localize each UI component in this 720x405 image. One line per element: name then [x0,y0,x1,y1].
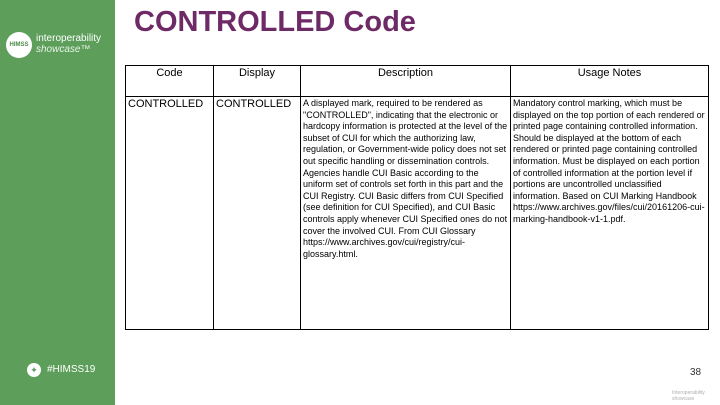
logo-line-2: showcase™ [36,44,91,55]
footer-caption: Interoperability showcase [672,390,705,402]
cell-display: CONTROLLED [214,97,301,330]
header-display: Display [214,66,301,97]
header-code: Code [126,66,214,97]
sidebar [0,0,115,405]
twitter-bird-icon: ✦ [27,363,41,377]
cell-description: A displayed mark, required to be rendered as "CONTROLLED", indicating that the electronic or hardcopy information is protected at the level of the subset of CUI for which the authorizing law, regulation, or Government-wide policy does not set out specific handling or dissemination controls. Agencies handle CUI Basic according to the uniform set of controls set forth in this part and the CUI Registry. CUI Basic differs from CUI Specified (see definition for CUI Specified), and CUI Basic controls apply whenever CUI Specified ones do not cover the involved CUI. From CUI Glossary https://www.archives.gov/cui/registry/cui-glossary.html. [301,97,511,330]
himss-logo-icon: HIMSS [6,32,32,58]
table-row [126,97,709,330]
hashtag-text: #HIMSS19 [47,364,96,375]
code-table [125,65,709,330]
header-usage-notes: Usage Notes [511,66,709,97]
table-header-row [126,66,709,97]
page-number: 38 [690,367,702,378]
interoperability-showcase-logo [6,30,114,64]
logo-text [36,33,101,55]
slide-title: CONTROLLED Code [134,6,416,38]
logo-line-1: interoperability [36,33,102,44]
header-description: Description [301,66,511,97]
cell-usage-notes: Mandatory control marking, which must be displayed on the top portion of each rendered or printed page containing controlled information. Should be displayed at the bottom of each rendered or printed page containing controlled information. Must be displayed on each portion of controlled information at the portion level if portions are uncontrolled unclassified information. Based on CUI Marking Handbook https://www.archives.gov/files/cui/20161206-cui-marking-handbook-v1-1.pdf. [511,97,709,330]
hashtag [27,362,113,378]
cell-code: CONTROLLED [126,97,214,330]
